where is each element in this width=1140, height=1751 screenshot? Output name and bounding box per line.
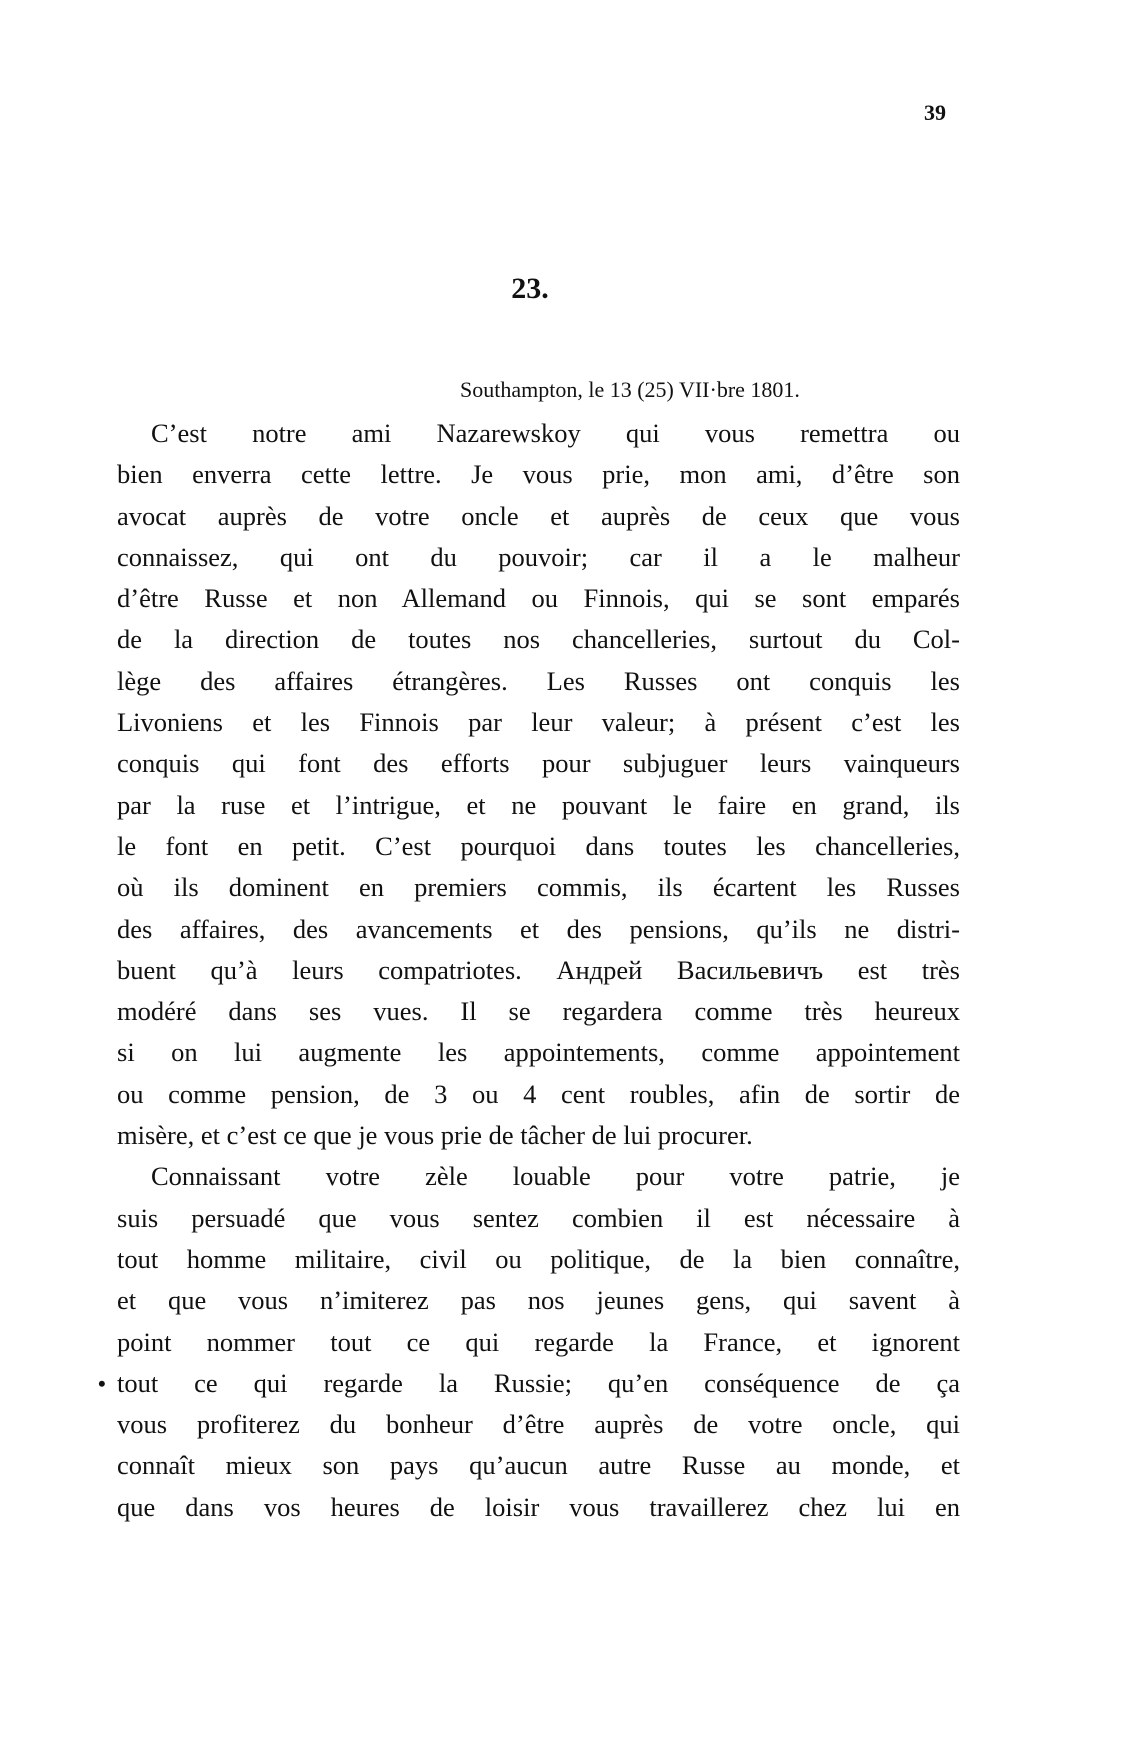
text-line: C’est notre ami Nazarewskoy qui vous remettra ou <box>151 418 960 448</box>
text-line: vous profiterez du bonheur d’être auprès de votre oncle, qui <box>117 1409 960 1440</box>
text-line: connaissez, qui ont du pouvoir; car il a le malheur <box>117 541 960 572</box>
text-line: et que vous n’imiterez pas nos jeunes gens, qui savent à <box>117 1285 960 1316</box>
text-line: ou comme pension, de 3 ou 4 cent roubles, afin de sortir de <box>117 1078 960 1109</box>
margin-mark: • <box>98 1371 106 1396</box>
text-line: suis persuadé que vous sentez combien il est nécessaire à <box>117 1202 960 1233</box>
text-line: où ils dominent en premiers commis, ils écartent les Russes <box>117 872 960 903</box>
dateline: Southampton, le 13 (25) VII·bre 1801. <box>460 377 800 402</box>
text-line: Livoniens et les Finnois par leur valeur; à présent c’est les <box>117 707 960 738</box>
text-line: d’être Russe et non Allemand ou Finnois, qui se sont emparés <box>117 583 960 614</box>
text-line: connaît mieux son pays qu’aucun autre Russe au monde, et <box>117 1450 960 1481</box>
page-number: 39 <box>924 100 946 125</box>
letter-body <box>117 413 960 1528</box>
text-line: avocat auprès de votre oncle et auprès de ceux que vous <box>117 500 960 531</box>
text-line: de la direction de toutes nos chancelleries, surtout du Col- <box>117 624 960 655</box>
text-line: si on lui augmente les appointements, comme appointement <box>117 1037 960 1068</box>
text-line: conquis qui font des efforts pour subjuguer leurs vainqueurs <box>117 748 960 779</box>
text-line: tout ce qui regarde la Russie; qu’en conséquence de ça <box>117 1367 960 1398</box>
text-line: modéré dans ses vues. Il se regardera comme très heureux <box>117 996 960 1027</box>
text-line: point nommer tout ce qui regarde la France, et ignorent <box>117 1326 960 1357</box>
text-line: que dans vos heures de loisir vous travaillerez chez lui en <box>117 1491 960 1522</box>
text-line: des affaires, des avancements et des pensions, qu’ils ne distri- <box>117 913 960 944</box>
text-line: lège des affaires étrangères. Les Russes ont conquis les <box>117 665 960 696</box>
text-line: par la ruse et l’intrigue, et ne pouvant le faire en grand, ils <box>117 789 960 820</box>
text-line: buent qu’à leurs compatriotes. Андрей Васильевичъ est très <box>117 954 960 985</box>
text-line: le font en petit. C’est pourquoi dans toutes les chancelleries, <box>117 830 960 861</box>
text-line: bien enverra cette lettre. Je vous prie, mon ami, d’être son <box>117 459 960 490</box>
text-line: misère, et c’est ce que je vous prie de tâcher de lui procurer. <box>117 1120 753 1151</box>
letter-number: 23. <box>511 272 549 305</box>
text-line: tout homme militaire, civil ou politique, de la bien connaître, <box>117 1243 960 1274</box>
text-line: Connaissant votre zèle louable pour votre patrie, je <box>151 1161 960 1192</box>
